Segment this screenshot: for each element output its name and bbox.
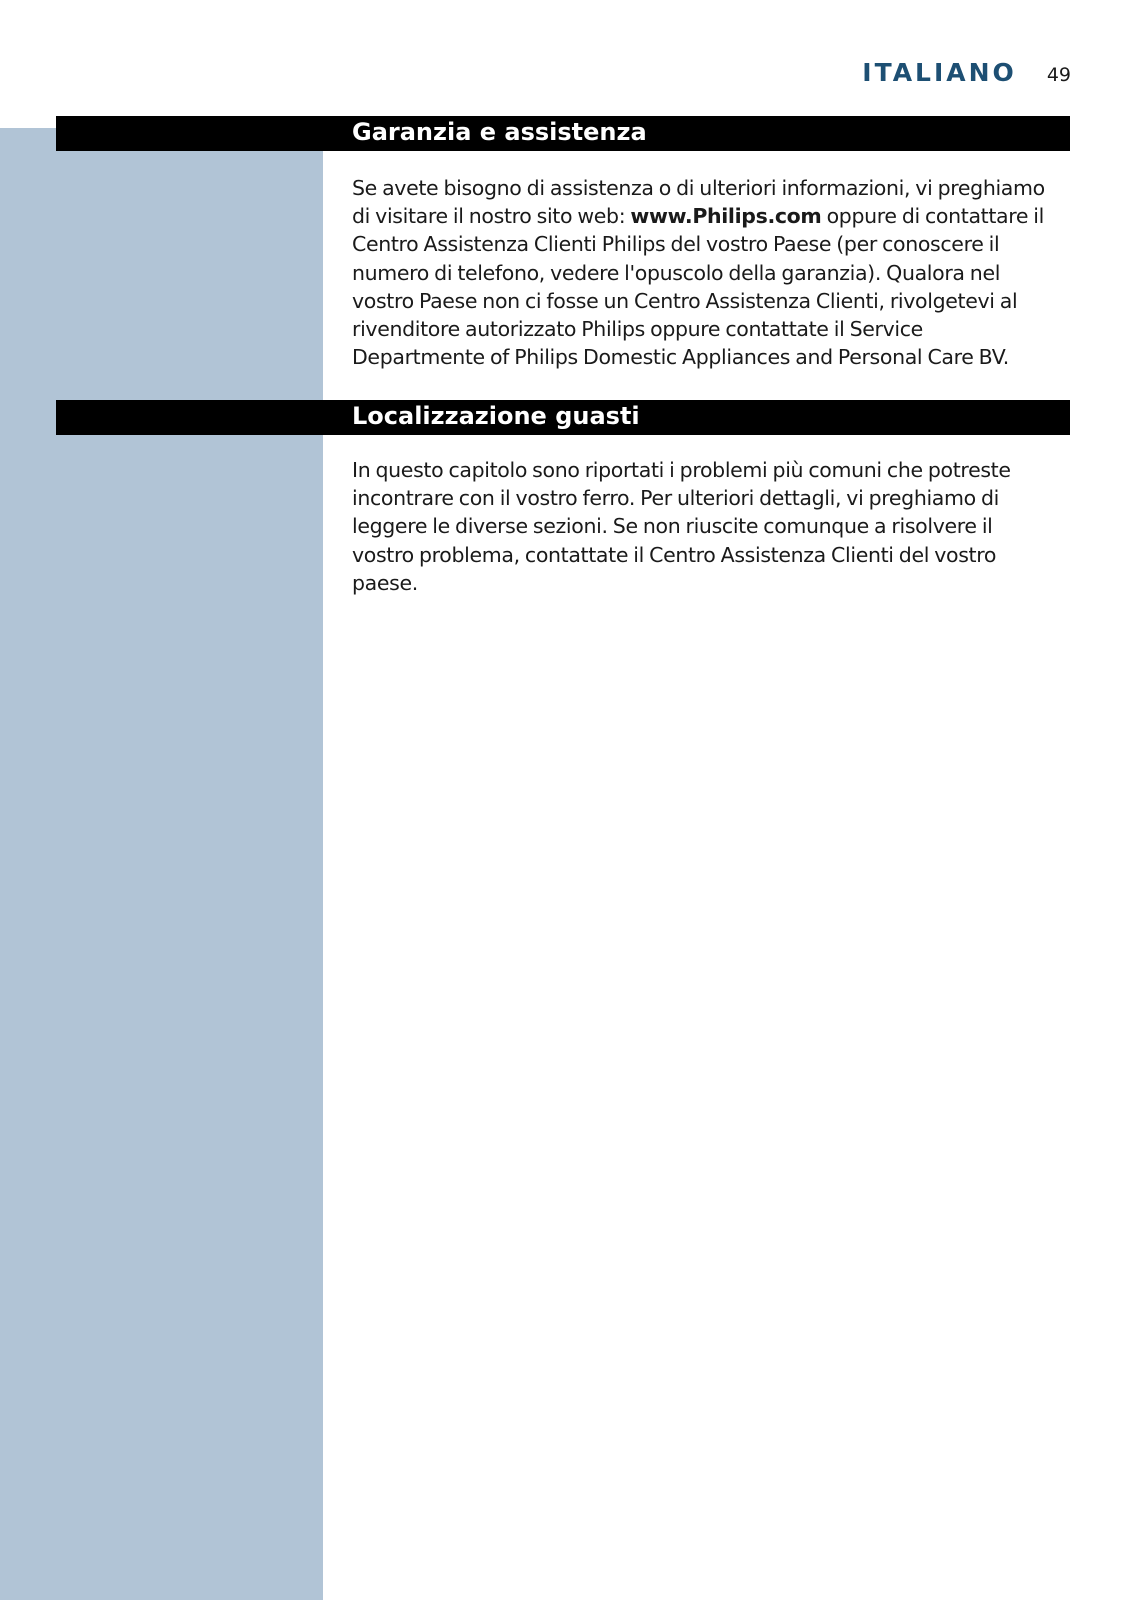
text-line: numero di telefono, vedere l'opuscolo della garanzia). Qualora nel	[352, 260, 1001, 285]
section-body-warranty	[352, 174, 1074, 371]
website-link[interactable]: www.Philips.com	[630, 204, 822, 229]
text-line: In questo capitolo sono riportati i problemi più comuni che potreste	[352, 458, 1011, 482]
page-header	[862, 58, 1071, 87]
text-line: vostro problema, contattate il Centro Assistenza Clienti del vostro	[352, 542, 997, 567]
sidebar-panel	[0, 128, 323, 1600]
text-line: leggere le diverse sezioni. Se non riuscite comunque a risolvere il	[352, 514, 993, 539]
text-segment: oppure di contattare il	[821, 204, 1044, 229]
text-line: paese.	[352, 570, 418, 595]
text-line: Centro Assistenza Clienti Philips del vostro Paese (per conoscere il	[352, 232, 1000, 257]
text-line: vostro Paese non ci fosse un Centro Assistenza Clienti, rivolgetevi al	[352, 288, 1018, 313]
text-segment: di visitare il nostro sito web:	[352, 204, 631, 229]
section-title: Localizzazione guasti	[352, 402, 640, 430]
section-header-warranty	[56, 116, 1070, 151]
section-title: Garanzia e assistenza	[352, 118, 647, 146]
section-body-troubleshooting	[352, 456, 1074, 597]
text-line	[352, 202, 1074, 230]
language-label: ITALIANO	[862, 58, 1017, 87]
text-line: incontrare con il vostro ferro. Per ulteriori dettagli, vi preghiamo di	[352, 486, 1000, 511]
text-line: Se avete bisogno di assistenza o di ulteriori informazioni, vi preghiamo	[352, 176, 1045, 200]
page-number: 49	[1046, 64, 1071, 86]
text-line: Departmente of Philips Domestic Appliances and Personal Care BV.	[352, 345, 1009, 370]
text-line: rivenditore autorizzato Philips oppure contattate il Service	[352, 317, 923, 342]
section-header-troubleshooting	[56, 400, 1070, 435]
